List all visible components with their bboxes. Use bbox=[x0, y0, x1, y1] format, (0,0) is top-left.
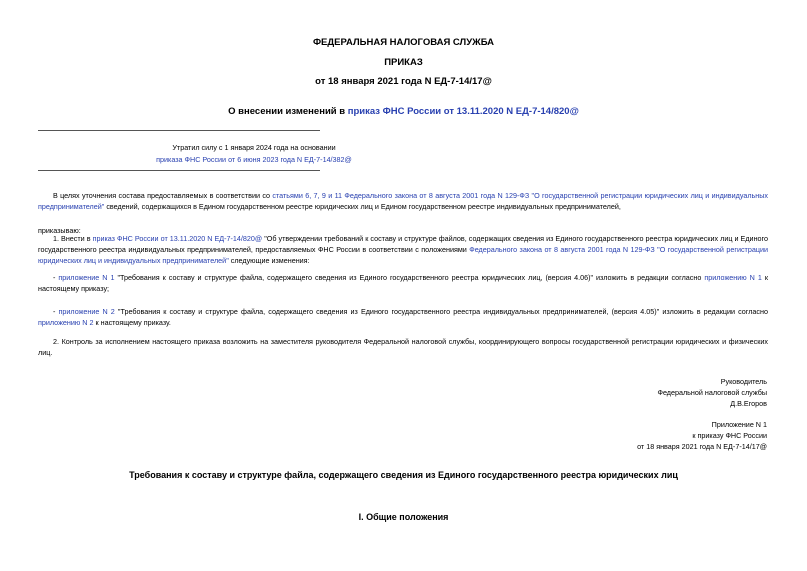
appendix-block bbox=[420, 419, 767, 452]
dash-1-mid: "Требования к составу и структуре файла, содержащего сведения из Единого государственного реестра юридических лиц, (версия 4.06)" изложить в редакции согласно bbox=[114, 273, 705, 282]
dash-2-mid: "Требования к составу и структуре файла, содержащего сведения из Единого государственного реестра индивидуальных предпринимателей, (версия 4.05)" изложить в редакции согласно bbox=[114, 307, 768, 316]
doc-type: ПРИКАЗ bbox=[384, 57, 423, 68]
appendix-number: Приложение N 1 bbox=[711, 420, 767, 429]
divider-bottom bbox=[38, 170, 320, 171]
item-2-paragraph: 2. Контроль за исполнением настоящего приказа возложить на заместителя руководителя Федеральной налоговой службы, координирующего вопросы государственной регистрации юридических и физических лиц. bbox=[38, 337, 768, 357]
preamble-paragraph bbox=[38, 190, 768, 212]
dash-item-1 bbox=[38, 272, 768, 294]
item-1-law-link[interactable]: Федерального закона от 8 августа 2001 года N 129-ФЗ "О государственной регистрации юридических лиц и индивидуальных предпринимателей" bbox=[38, 245, 768, 265]
status-note bbox=[38, 142, 470, 166]
signature-agency: Федеральной налоговой службы bbox=[657, 388, 767, 397]
dash-1-start: - bbox=[53, 273, 59, 282]
appendix-date: от 18 января 2021 года N ЕД-7-14/17@ bbox=[637, 442, 767, 451]
agency-name: ФЕДЕРАЛЬНАЯ НАЛОГОВАЯ СЛУЖБА bbox=[312, 37, 495, 48]
item-1-start: 1. Внести в bbox=[53, 234, 93, 243]
signature-name: Д.В.Егоров bbox=[730, 399, 767, 408]
dash-2-start: - bbox=[53, 307, 59, 316]
dash-2-end: к настоящему приказу. bbox=[93, 318, 171, 327]
status-line: Утратил силу с 1 января 2024 года на основании bbox=[172, 143, 336, 152]
divider-top bbox=[38, 130, 320, 131]
item-1-paragraph bbox=[38, 233, 768, 266]
dash-2-appendix-link[interactable]: приложение N 2 bbox=[58, 307, 115, 316]
dash-item-2 bbox=[38, 306, 768, 328]
item-1-order-link[interactable]: приказ ФНС России от 13.11.2020 N ЕД-7-14/820@ bbox=[92, 234, 263, 243]
status-link[interactable]: приказа ФНС России от 6 июня 2023 года N ЕД-7-14/382@ bbox=[156, 155, 352, 164]
signature-block bbox=[420, 376, 767, 409]
item-1-mid: "Об утверждении требований к составу и структуре файлов, содержащих сведения из Единого государственного реестра юридических лиц и Единого государственного реестра индивидуальных предпринимателей, предоставляемых ФНС России в соответствии с положениями bbox=[38, 234, 768, 254]
item-1-end: следующие изменения: bbox=[228, 256, 310, 265]
dash-1-end: к настоящему приказу; bbox=[38, 273, 768, 293]
preamble-law-link[interactable]: статьями 6, 7, 9 и 11 Федерального закона от 8 августа 2001 года N 129-ФЗ "О государственной регистрации юридических лиц и индивидуальных предпринимателей" bbox=[38, 191, 769, 211]
doc-title-prefix: О внесении изменений в bbox=[228, 106, 348, 117]
appendix-reference: к приказу ФНС России bbox=[692, 431, 767, 440]
preamble-text-end: сведений, содержащихся в Едином государственном реестре юридических лиц и Едином государственном реестре индивидуальных предпринимателей, bbox=[104, 202, 621, 211]
dash-2-annex-link[interactable]: приложению N 2 bbox=[38, 318, 94, 327]
dash-1-annex-link[interactable]: приложению N 1 bbox=[704, 273, 762, 282]
doc-title bbox=[0, 106, 807, 117]
signature-position: Руководитель bbox=[720, 377, 767, 386]
section-subtitle: I. Общие положения bbox=[358, 512, 449, 522]
doc-title-link[interactable]: приказ ФНС России от 13.11.2020 N ЕД-7-14/820@ bbox=[347, 106, 579, 117]
section-title: Требования к составу и структуре файла, содержащего сведения из Единого государственного реестра юридических лиц bbox=[129, 470, 678, 480]
dash-1-appendix-link[interactable]: приложение N 1 bbox=[58, 273, 115, 282]
doc-date: от 18 января 2021 года N ЕД-7-14/17@ bbox=[315, 76, 492, 87]
order-word: приказываю: bbox=[38, 226, 81, 235]
preamble-text-start: В целях уточнения состава предоставляемых в соответствии со bbox=[53, 191, 273, 200]
